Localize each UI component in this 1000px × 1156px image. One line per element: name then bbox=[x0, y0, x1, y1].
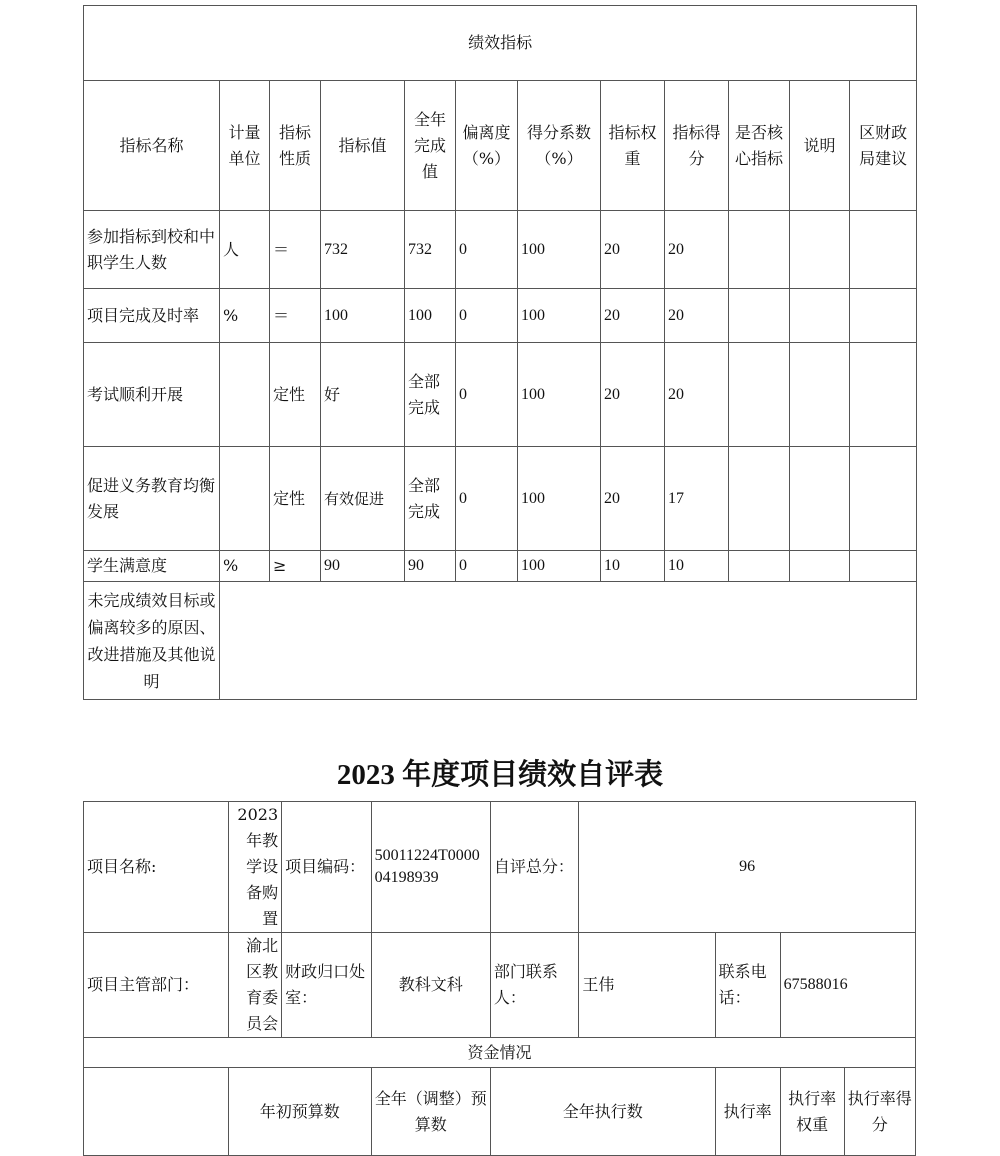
indicator-actual: 全部完成 bbox=[405, 447, 456, 551]
indicator-value: 好 bbox=[321, 343, 405, 447]
indicator-advice bbox=[850, 447, 917, 551]
indicator-advice bbox=[850, 211, 917, 289]
indicator-core bbox=[729, 551, 790, 582]
indicator-core bbox=[729, 447, 790, 551]
project-name-label: 项目名称: bbox=[84, 802, 229, 933]
indicator-unit bbox=[220, 447, 270, 551]
header-cell: 指标权重 bbox=[601, 81, 665, 211]
office-name: 教科文科 bbox=[371, 933, 490, 1038]
indicator-weight: 20 bbox=[601, 447, 665, 551]
indicator-score: 17 bbox=[665, 447, 729, 551]
indicator-nature: ≥ bbox=[270, 551, 321, 582]
indicator-note bbox=[790, 447, 850, 551]
indicator-nature: ＝ bbox=[270, 289, 321, 343]
indicator-actual: 全部完成 bbox=[405, 343, 456, 447]
indicator-name: 项目完成及时率 bbox=[84, 289, 220, 343]
indicator-advice bbox=[850, 343, 917, 447]
funds-header-cell: 全年执行数 bbox=[490, 1068, 715, 1156]
header-cell: 计量单位 bbox=[220, 81, 270, 211]
phone-label: 联系电话： bbox=[715, 933, 780, 1038]
table-row bbox=[84, 289, 917, 343]
funds-header-cell: 执行率 bbox=[715, 1068, 780, 1156]
dept-name: 渝北区教育委员会 bbox=[228, 933, 281, 1038]
project-info-row bbox=[84, 802, 916, 933]
indicator-weight: 10 bbox=[601, 551, 665, 582]
indicator-unit: % bbox=[220, 289, 270, 343]
funds-title-row bbox=[84, 1038, 916, 1068]
section-title: 绩效指标 bbox=[84, 6, 917, 81]
header-cell: 全年完成值 bbox=[405, 81, 456, 211]
header-cell: 得分系数（%） bbox=[518, 81, 601, 211]
self-score: 96 bbox=[579, 802, 916, 933]
indicators-table bbox=[83, 5, 917, 700]
table-row bbox=[84, 211, 917, 289]
indicator-name: 促进义务教育均衡发展 bbox=[84, 447, 220, 551]
indicator-name: 参加指标到校和中职学生人数 bbox=[84, 211, 220, 289]
indicator-name: 学生满意度 bbox=[84, 551, 220, 582]
indicator-coef: 100 bbox=[518, 211, 601, 289]
header-cell: 指标性质 bbox=[270, 81, 321, 211]
header-cell: 指标值 bbox=[321, 81, 405, 211]
project-code: 50011224T000004198939 bbox=[371, 802, 490, 933]
indicator-unit bbox=[220, 343, 270, 447]
indicator-note bbox=[790, 343, 850, 447]
indicator-coef: 100 bbox=[518, 289, 601, 343]
indicator-core bbox=[729, 211, 790, 289]
indicator-coef: 100 bbox=[518, 551, 601, 582]
header-cell: 说明 bbox=[790, 81, 850, 211]
project-table bbox=[83, 801, 916, 1156]
indicator-note bbox=[790, 289, 850, 343]
indicator-value: 有效促进 bbox=[321, 447, 405, 551]
indicator-actual: 732 bbox=[405, 211, 456, 289]
indicator-deviation: 0 bbox=[456, 447, 518, 551]
funds-header-row bbox=[84, 1068, 916, 1156]
indicator-weight: 20 bbox=[601, 289, 665, 343]
indicator-score: 20 bbox=[665, 289, 729, 343]
header-cell: 区财政局建议 bbox=[850, 81, 917, 211]
header-cell: 指标名称 bbox=[84, 81, 220, 211]
table-row bbox=[84, 447, 917, 551]
indicator-score: 20 bbox=[665, 343, 729, 447]
indicator-coef: 100 bbox=[518, 447, 601, 551]
indicator-deviation: 0 bbox=[456, 343, 518, 447]
indicator-nature: 定性 bbox=[270, 343, 321, 447]
indicator-weight: 20 bbox=[601, 211, 665, 289]
indicator-value: 100 bbox=[321, 289, 405, 343]
project-name: 2023 年教学设备购置 bbox=[228, 802, 281, 933]
indicator-weight: 20 bbox=[601, 343, 665, 447]
indicator-unit: 人 bbox=[220, 211, 270, 289]
indicator-nature: ＝ bbox=[270, 211, 321, 289]
dept-label: 项目主管部门： bbox=[84, 933, 229, 1038]
footer-value bbox=[220, 582, 917, 700]
indicator-unit: % bbox=[220, 551, 270, 582]
indicator-note bbox=[790, 551, 850, 582]
indicator-deviation: 0 bbox=[456, 551, 518, 582]
funds-header-cell: 全年（调整）预算数 bbox=[371, 1068, 490, 1156]
dept-row bbox=[84, 933, 916, 1038]
indicator-core bbox=[729, 343, 790, 447]
indicator-score: 20 bbox=[665, 211, 729, 289]
header-cell: 偏离度（%） bbox=[456, 81, 518, 211]
indicator-deviation: 0 bbox=[456, 211, 518, 289]
funds-header-cell: 年初预算数 bbox=[228, 1068, 371, 1156]
page-title: 2023 年度项目绩效自评表 bbox=[336, 759, 664, 791]
indicator-name: 考试顺利开展 bbox=[84, 343, 220, 447]
header-cell: 是否核心指标 bbox=[729, 81, 790, 211]
office-label: 财政归口处室： bbox=[282, 933, 371, 1038]
table-row bbox=[84, 551, 917, 582]
funds-title: 资金情况 bbox=[84, 1038, 916, 1068]
footer-row bbox=[84, 582, 917, 700]
indicator-actual: 90 bbox=[405, 551, 456, 582]
header-cell: 指标得分 bbox=[665, 81, 729, 211]
indicator-value: 90 bbox=[321, 551, 405, 582]
phone-number: 67588016 bbox=[780, 933, 915, 1038]
indicator-deviation: 0 bbox=[456, 289, 518, 343]
footer-label: 未完成绩效目标或偏离较多的原因、改进措施及其他说明 bbox=[84, 582, 220, 700]
contact-name: 王伟 bbox=[579, 933, 715, 1038]
funds-header-cell: 执行率得分 bbox=[844, 1068, 915, 1156]
indicator-core bbox=[729, 289, 790, 343]
indicator-actual: 100 bbox=[405, 289, 456, 343]
contact-label: 部门联系人： bbox=[490, 933, 578, 1038]
indicator-coef: 100 bbox=[518, 343, 601, 447]
indicator-nature: 定性 bbox=[270, 447, 321, 551]
indicator-advice bbox=[850, 289, 917, 343]
funds-header-cell: 执行率权重 bbox=[780, 1068, 844, 1156]
header-row bbox=[84, 81, 917, 211]
indicator-value: 732 bbox=[321, 211, 405, 289]
table-row bbox=[84, 343, 917, 447]
funds-header-cell bbox=[84, 1068, 229, 1156]
project-code-label: 项目编码： bbox=[282, 802, 371, 933]
indicator-score: 10 bbox=[665, 551, 729, 582]
indicator-advice bbox=[850, 551, 917, 582]
self-score-label: 自评总分： bbox=[490, 802, 578, 933]
indicator-note bbox=[790, 211, 850, 289]
